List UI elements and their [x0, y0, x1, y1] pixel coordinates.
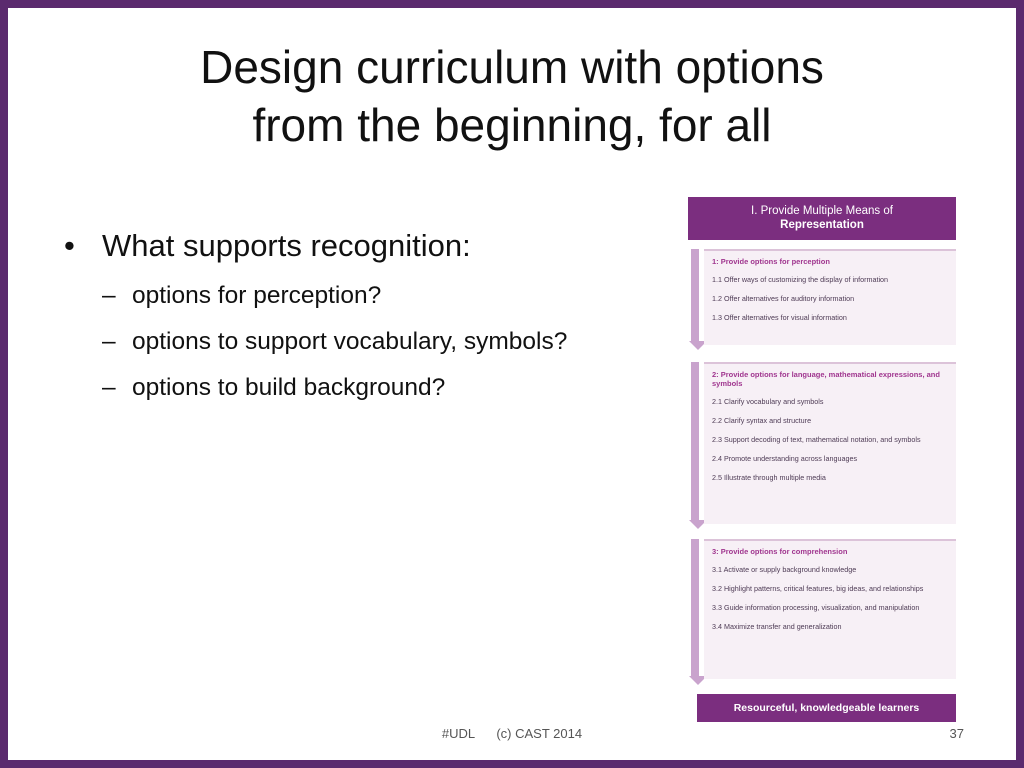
- title-line-2: from the beginning, for all: [252, 99, 772, 151]
- sub-bullet-text: options to support vocabulary, symbols?: [132, 328, 568, 355]
- udl-panel-comprehension: [704, 539, 956, 679]
- bullet-main: [60, 226, 630, 266]
- udl-panel-perception: [704, 249, 956, 345]
- udl-footer: Resourceful, knowledgeable learners: [697, 694, 956, 722]
- panel-item: 2.1 Clarify vocabulary and symbols: [712, 397, 824, 406]
- panel-heading: 2: Provide options for language, mathematical expressions, and symbols: [712, 370, 940, 388]
- dash-glyph: –: [102, 282, 116, 309]
- panel-item: 3.1 Activate or supply background knowledge: [712, 565, 857, 574]
- sub-bullet-text: options for perception?: [132, 282, 382, 309]
- panel-item: 3.3 Guide information processing, visualization, and manipulation: [712, 603, 920, 612]
- arrow-connector: [691, 539, 699, 676]
- udl-header: [688, 197, 956, 240]
- panel-item: 2.2 Clarify syntax and structure: [712, 416, 812, 425]
- dash-glyph: –: [102, 328, 116, 355]
- panel-heading: 3: Provide options for comprehension: [712, 547, 848, 556]
- udl-panel-language: [704, 362, 956, 524]
- arrow-connector: [691, 249, 699, 341]
- dash-glyph: –: [102, 374, 116, 401]
- udl-header-line-2: Representation: [780, 219, 864, 231]
- bullet-main-text: What supports recognition:: [102, 228, 471, 263]
- panel-item: 3.4 Maximize transfer and generalization: [712, 622, 842, 631]
- udl-header-line-1: I. Provide Multiple Means of: [751, 205, 893, 217]
- bullet-glyph: •: [64, 228, 75, 263]
- sub-bullet-text: options to build background?: [132, 374, 446, 401]
- footer-copyright: (c) CAST 2014: [496, 726, 583, 741]
- panel-item: 2.3 Support decoding of text, mathematical notation, and symbols: [712, 435, 921, 444]
- udl-guidelines-figure: [688, 197, 956, 717]
- panel-item: 2.5 Illustrate through multiple media: [712, 473, 826, 482]
- sub-bullet: [102, 280, 630, 312]
- title-line-1: Design curriculum with options: [200, 41, 824, 93]
- arrow-connector: [691, 362, 699, 520]
- panel-item: 2.4 Promote understanding across languages: [712, 454, 858, 463]
- slide-title: [8, 38, 1016, 154]
- bullet-list: [60, 226, 630, 404]
- footer-tag: #UDL: [441, 726, 475, 741]
- slide-footer: [8, 726, 1016, 741]
- panel-item: 1.2 Offer alternatives for auditory information: [712, 294, 855, 303]
- panel-item: 3.2 Highlight patterns, critical features, big ideas, and relationships: [712, 584, 924, 593]
- panel-item: 1.3 Offer alternatives for visual information: [712, 313, 847, 322]
- sub-bullet: [102, 372, 630, 404]
- panel-heading: 1: Provide options for perception: [712, 257, 830, 266]
- slide-number: 37: [949, 726, 964, 741]
- slide: [8, 8, 1016, 760]
- sub-bullet: [102, 326, 630, 358]
- panel-item: 1.1 Offer ways of customizing the display of information: [712, 275, 889, 284]
